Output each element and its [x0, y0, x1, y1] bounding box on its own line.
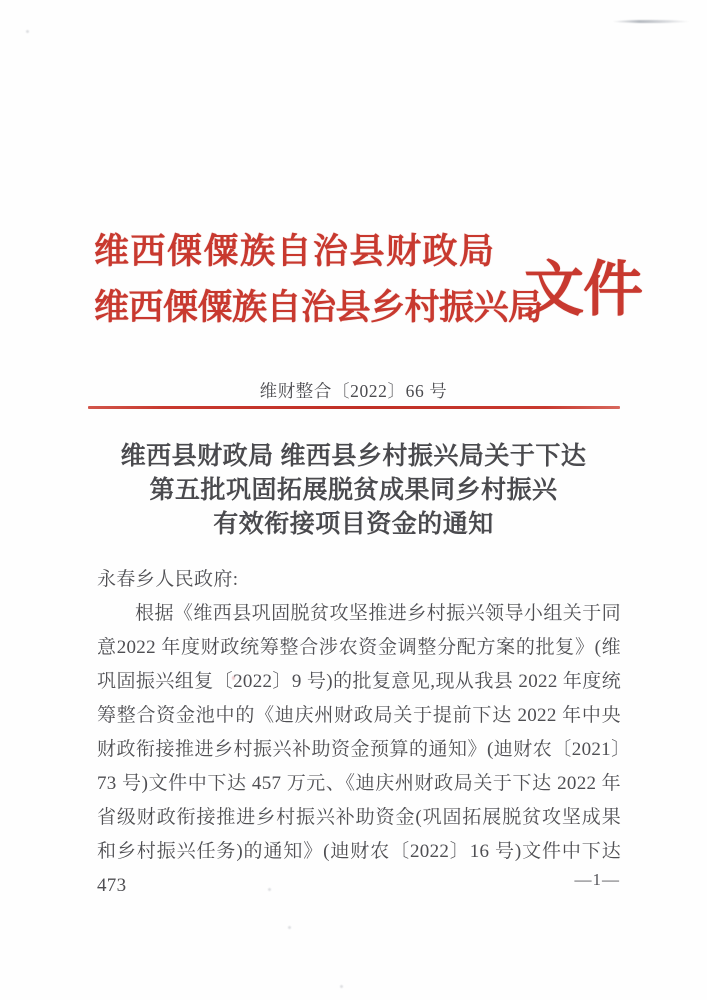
scan-speck-icon: [340, 985, 343, 988]
page-title-line-1: 维西县财政局 维西县乡村振兴局关于下达: [120, 443, 587, 470]
addressee: 永春乡人民政府:: [97, 569, 239, 590]
letterhead: [0, 218, 707, 343]
letterhead-line-rural-revitalization-bureau: 维西傈僳族自治县乡村振兴局: [94, 288, 543, 327]
page-title-line-3: 有效衔接项目资金的通知: [213, 511, 494, 538]
body-paragraph-1: 根据《维西县巩固脱贫攻坚推进乡村振兴领导小组关于同意2022 年度财政统筹整合涉农资金调整分配方案的批复》(维巩固振兴组复〔2022〕9 号)的批复意见,现从我县 2022 年度统筹整合资金池中的《迪庆州财政局关于提前下达 2022 年中央财政衔接推进乡村振兴补助资金预算的通知》(迪财农〔2021〕73 号)文件中下达 457 万元、《迪庆州财政局关于下达 2022 年省级财政衔接推进乡村振兴补助资金(巩固拓展脱贫攻坚成果和乡村振兴任务)的通知》(迪财农〔2022〕16 号)文件中下达 473: [97, 603, 621, 896]
scan-speck-icon: [26, 30, 29, 33]
scan-artifact-icon: [612, 20, 690, 23]
letterhead-document-word: 文件: [524, 257, 642, 323]
page-title: [0, 440, 707, 542]
red-divider-rule: [88, 406, 620, 409]
letterhead-line-finance-bureau: 维西傈僳族自治县财政局: [94, 232, 496, 271]
page-title-line-2: 第五批巩固拓展脱贫成果同乡村振兴: [149, 477, 558, 504]
document-body: [97, 563, 621, 903]
page-number: —1—: [574, 870, 620, 889]
document-number: 维财整合〔2022〕66 号: [259, 381, 448, 401]
scan-speck-icon: [288, 926, 291, 929]
